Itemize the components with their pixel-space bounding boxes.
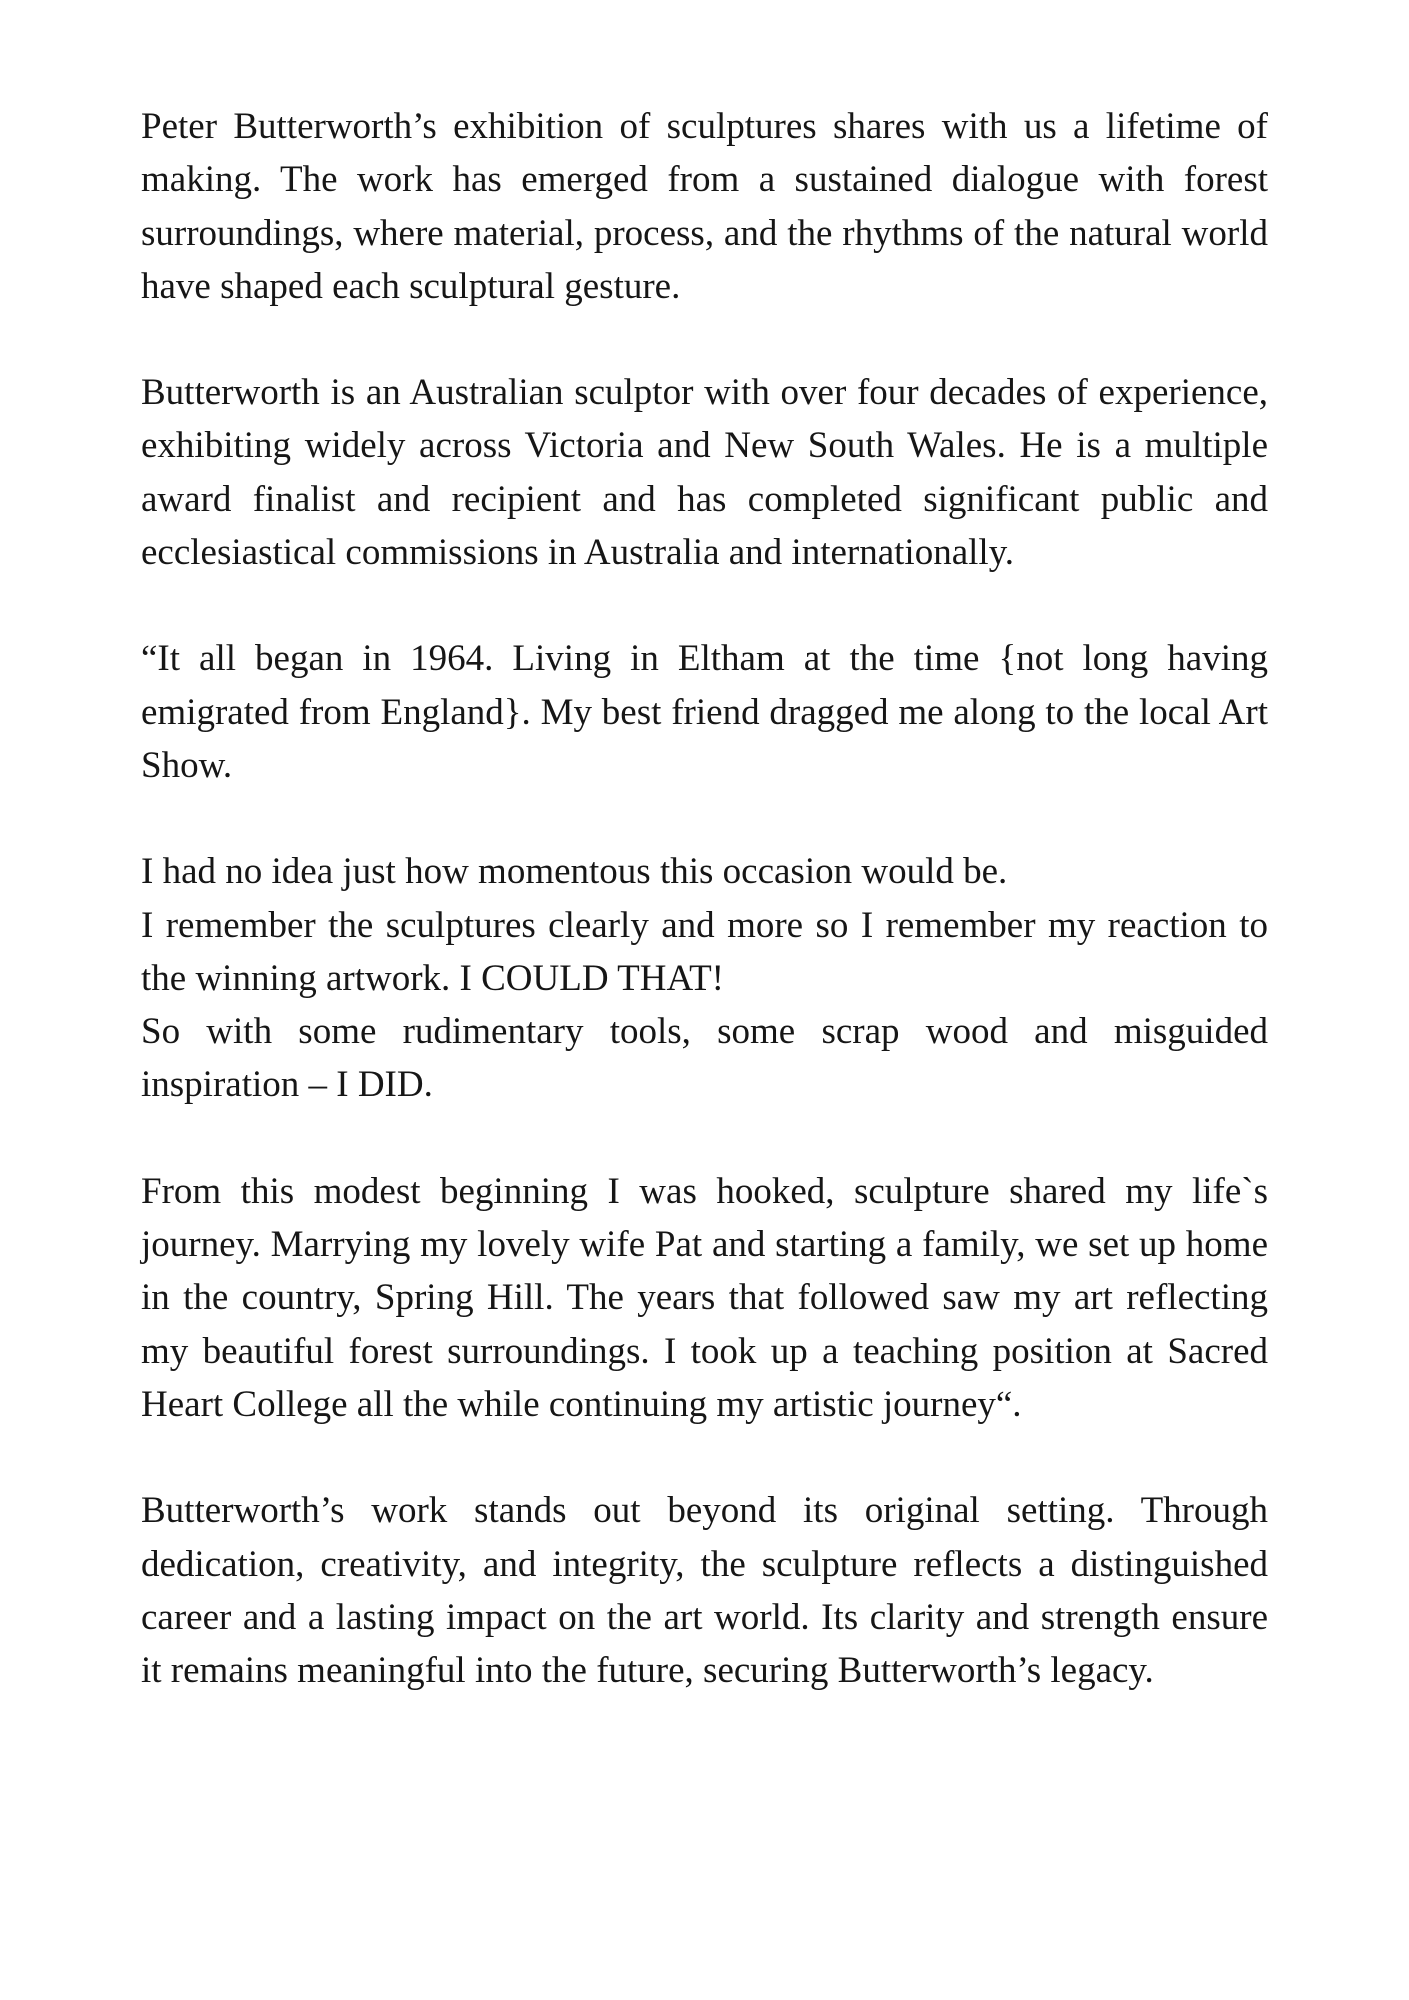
paragraph-quote-journey: From this modest beginning I was hooked, sculpture shared my life`s journey. Marrying my lovely wife Pat and starting a family, we set up home in the country, Spring Hill. The years that followed saw my art reflecting my beautiful forest surroundings. I took up a teaching position at Sacred Heart College all the while continuing my artistic journey“.: [141, 1170, 1268, 1425]
paragraph-artist-bio: Butterworth is an Australian sculptor with over four decades of experience, exhibiting widely across Victoria and New South Wales. He is a multiple award finalist and recipient and has completed significant public and ecclesiastical commissions in Australia and internationally.: [141, 372, 1268, 574]
paragraph-quote-beginning: “It all began in 1964. Living in Eltham at the time {not long having emigrated from England}. My best friend dragged me along to the local Art Show.: [141, 638, 1268, 786]
paragraph-quote-art-show: [141, 845, 1268, 1111]
paragraph-exhibition-intro: Peter Butterworth’s exhibition of sculptures shares with us a lifetime of making. The work has emerged from a sustained dialogue with forest surroundings, where material, process, and the rhythms of the natural world have shaped each sculptural gesture.: [141, 106, 1268, 307]
document-page: [141, 100, 1268, 1750]
quote-line-remember: I remember the sculptures clearly and more so I remember my reaction to the winning artwork. I COULD THAT!: [141, 904, 1268, 999]
quote-line-momentous: I had no idea just how momentous this occasion would be.: [141, 851, 1008, 893]
paragraph-legacy: Butterworth’s work stands out beyond its original setting. Through dedication, creativity, and integrity, the sculpture reflects a distinguished career and a lasting impact on the art world. Its clarity and strength ensure it remains meaningful into the future, securing Butterworth’s legacy.: [141, 1490, 1268, 1692]
quote-line-tools: So with some rudimentary tools, some scrap wood and misguided inspiration – I DID.: [141, 1011, 1268, 1106]
